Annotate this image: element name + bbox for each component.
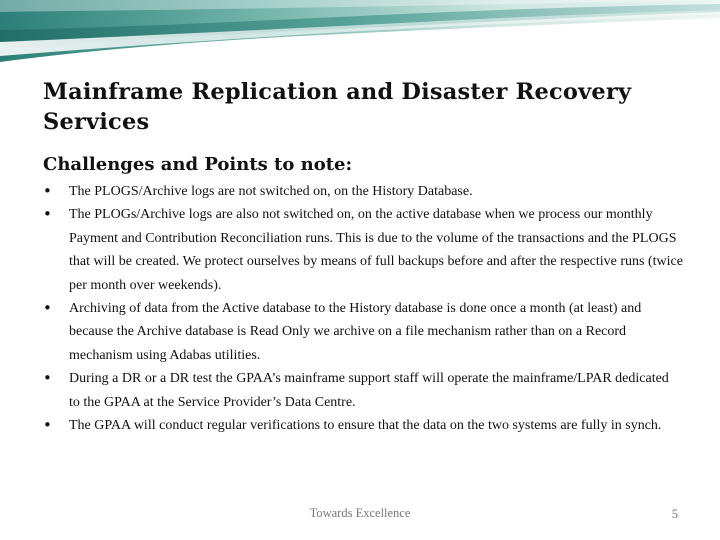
bullet-dot-icon: • [43, 299, 52, 318]
bullet-item [43, 297, 683, 367]
bullet-dot-icon: • [43, 205, 52, 224]
bullet-item [43, 414, 683, 437]
bullet-item [43, 180, 683, 203]
bullet-text: Archiving of data from the Active database to the History database is done once a month (at least) and because the Archive database is Read Only we archive on a file mechanism rather than on a Record mechanism using Adabas utilities. [69, 301, 642, 363]
slide-subtitle: Challenges and Points to note: [43, 154, 353, 175]
slide-footer: Towards Excellence [309, 506, 411, 520]
bullet-text: During a DR or a DR test the GPAA’s mainframe support staff will operate the mainframe/LPAR dedicated to the GPAA at the Service Provider’s Data Centre. [69, 371, 669, 410]
page-number: 5 [671, 507, 678, 521]
bullet-dot-icon: • [43, 416, 52, 435]
slide-title: Mainframe Replication and Disaster Recovery Services [43, 79, 632, 135]
bullet-list [43, 180, 683, 437]
bullet-dot-icon: • [43, 182, 52, 200]
bullet-text: The PLOGS/Archive logs are not switched on, on the History Database. [69, 184, 473, 199]
decorative-wave-banner [0, 0, 720, 72]
bullet-text: The GPAA will conduct regular verifications to ensure that the data on the two systems are fully in synch. [69, 418, 662, 434]
bullet-item [43, 203, 683, 297]
bullet-dot-icon: • [43, 369, 52, 388]
bullet-item [43, 367, 683, 414]
bullet-text: The PLOGs/Archive logs are also not switched on, on the active database when we process our monthly Payment and Contribution Reconciliation runs. This is due to the volume of the transactions and the PLOGS that will be created. We protect ourselves by means of full backups before and after the respective runs (twice per month over weekends). [69, 207, 683, 293]
